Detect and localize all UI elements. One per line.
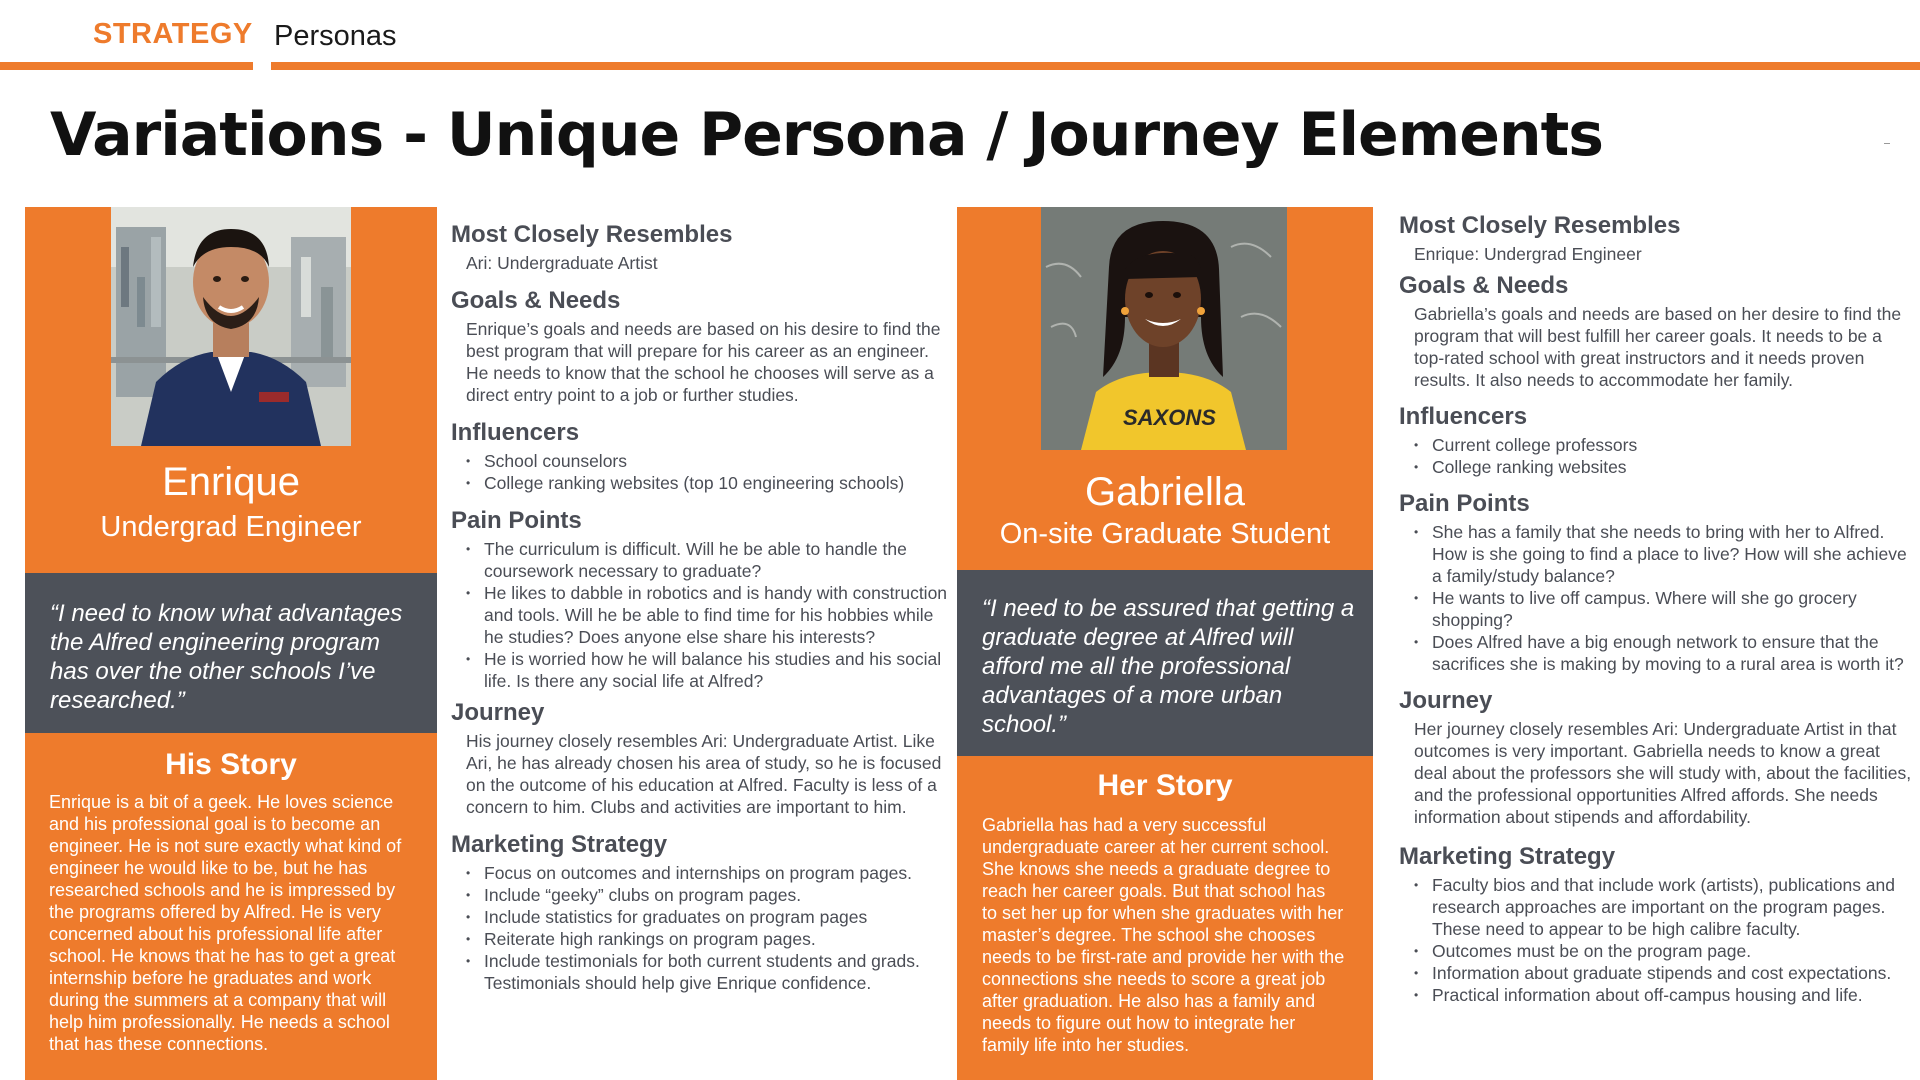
journey-heading: Journey (451, 699, 545, 726)
persona-name: Enrique (162, 460, 300, 504)
section-label: STRATEGY (93, 18, 253, 50)
list-item: • College ranking websites (top 10 engineering schools) (466, 472, 951, 494)
persona-quote: “I need to be assured that getting a graduate degree at Alfred will afford me all the professional advantages of a more urban school.” (982, 595, 1355, 738)
goals-text: Gabriella’s goals and needs are based on her desire to find the program that will best fulfill her career goals. It needs to be a top-rated school with great instructors and it needs proven results. It also needs to accommodate her family. (1414, 304, 1902, 390)
list-item: • School counselors (466, 450, 951, 472)
list-item: • He is worried how he will balance his studies and his social life. Is there any social life at Alfred? (466, 648, 951, 692)
list-item: • The curriculum is difficult. Will he be able to handle the coursework necessary to graduate? (466, 538, 951, 582)
top-header (0, 0, 1920, 72)
pain-points-list (466, 538, 951, 692)
journey-heading: Journey (1399, 687, 1493, 714)
persona-quote: “I need to know what advantages the Alfred engineering program has over the other schools I’ve researched.” (50, 600, 403, 714)
header-rule-left (0, 62, 253, 70)
marketing-heading: Marketing Strategy (451, 831, 668, 858)
shirt-logo: SAXONS (1123, 405, 1216, 430)
list-item: • She has a family that she needs to bring with her to Alfred. How is she going to find a place to live? How will she achieve a family/study balance? (1414, 521, 1915, 587)
list-item: • Practical information about off-campus housing and life. (1414, 984, 1915, 1006)
page-title: Variations - Unique Persona / Journey Elements (50, 100, 1604, 170)
persona-card-enrique (25, 207, 437, 1080)
enrique-details (451, 220, 951, 994)
list-item: • Does Alfred have a big enough network to ensure that the sacrifices she is making by moving to a rural area is worth it? (1414, 631, 1915, 675)
persona-card-gabriella (957, 207, 1373, 1080)
list-item: • Include “geeky” clubs on program pages. (466, 884, 951, 906)
page-label: Personas (274, 20, 397, 52)
persona-story: Enrique is a bit of a geek. He loves science and his professional goal is to become an engineer. He is not sure exactly what kind of engineer he would like to be, but he has researched schools and he is impressed by the programs offered by Alfred. He is very concerned about his professional life after school. He knows that he has to get a great internship before he graduates and work during the summers at a company that will help him professionally. He needs a school that has these connections. (49, 792, 402, 1054)
resembles-heading: Most Closely Resembles (1399, 212, 1681, 239)
persona-name: Gabriella (1084, 470, 1246, 514)
story-heading: Her Story (1097, 769, 1233, 802)
gabriella-details (1399, 211, 1915, 1006)
list-item: • Include statistics for graduates on program pages (466, 906, 951, 928)
list-item: • Current college professors (1414, 434, 1915, 456)
influencers-heading: Influencers (451, 419, 580, 446)
list-item: • He wants to live off campus. Where will she go grocery shopping? (1414, 587, 1915, 631)
list-item: • Reiterate high rankings on program pages. (466, 928, 951, 950)
list-item: • He likes to dabble in robotics and is handy with construction and tools. Will he be able to find time for his hobbies while he studies? Does anyone else share his interests? (466, 582, 951, 648)
influencers-list (1414, 434, 1915, 478)
quote-box (957, 570, 1373, 756)
journey-text: Her journey closely resembles Ari: Undergraduate Artist in that outcomes is very important. Gabriella needs to know a great deal about the professors she will study with, about the facilities, and the professional opportunities Alfred affords. She needs information about stipends and affordability. (1414, 719, 1912, 827)
pain-points-heading: Pain Points (1399, 490, 1530, 517)
journey-text: His journey closely resembles Ari: Undergraduate Artist. Like Ari, he has already chosen his area of study, so he is focused on the outcome of his education at Alfred. Faculty is less of a concern to him. Clubs and activities are important to him. (466, 731, 942, 817)
goals-heading: Goals & Needs (1399, 272, 1569, 299)
resembles-text: Enrique: Undergrad Engineer (1414, 244, 1642, 264)
enrique-photo (111, 207, 351, 446)
pain-points-heading: Pain Points (451, 507, 582, 534)
list-item: • College ranking websites (1414, 456, 1915, 478)
resembles-heading: Most Closely Resembles (451, 221, 733, 248)
list-item: • Outcomes must be on the program page. (1414, 940, 1915, 962)
pain-points-list (1414, 521, 1915, 675)
persona-story: Gabriella has had a very successful undergraduate career at her current school. She knows she needs a graduate degree to reach her career goals. But that school has to set her up for when she graduates with her master’s degree. The school she chooses needs to be first-rate and provide her with the connections she needs to score a great job after graduation. He also has a family and needs to figure out how to integrate her family life into her studies. (982, 815, 1345, 1055)
influencers-heading: Influencers (1399, 403, 1528, 430)
marketing-heading: Marketing Strategy (1399, 843, 1616, 870)
list-item: • Faculty bios and that include work (artists), publications and research approaches are important on the program pages. These need to appear to be high calibre faculty. (1414, 874, 1915, 940)
gabriella-photo (1041, 207, 1287, 450)
marketing-list (466, 862, 951, 994)
resembles-text: Ari: Undergraduate Artist (466, 253, 658, 273)
persona-role: On-site Graduate Student (999, 518, 1331, 550)
goals-text: Enrique’s goals and needs are based on his desire to find the best program that will prepare for his career as an engineer. He needs to know that the school he chooses will serve as a direct entry point to a job or further studies. (466, 319, 941, 405)
persona-role: Undergrad Engineer (100, 511, 362, 543)
influencers-list (466, 450, 951, 494)
quote-box (25, 573, 437, 733)
list-item: • Information about graduate stipends and cost expectations. (1414, 962, 1915, 984)
marketing-list (1414, 874, 1915, 1006)
header-rule-right (271, 62, 1920, 70)
goals-heading: Goals & Needs (451, 287, 621, 314)
list-item: • Include testimonials for both current students and grads. Testimonials should help give Enrique confidence. (466, 950, 951, 994)
list-item: • Focus on outcomes and internships on program pages. (466, 862, 951, 884)
corner-mark (1884, 143, 1890, 144)
story-heading: His Story (165, 748, 297, 781)
